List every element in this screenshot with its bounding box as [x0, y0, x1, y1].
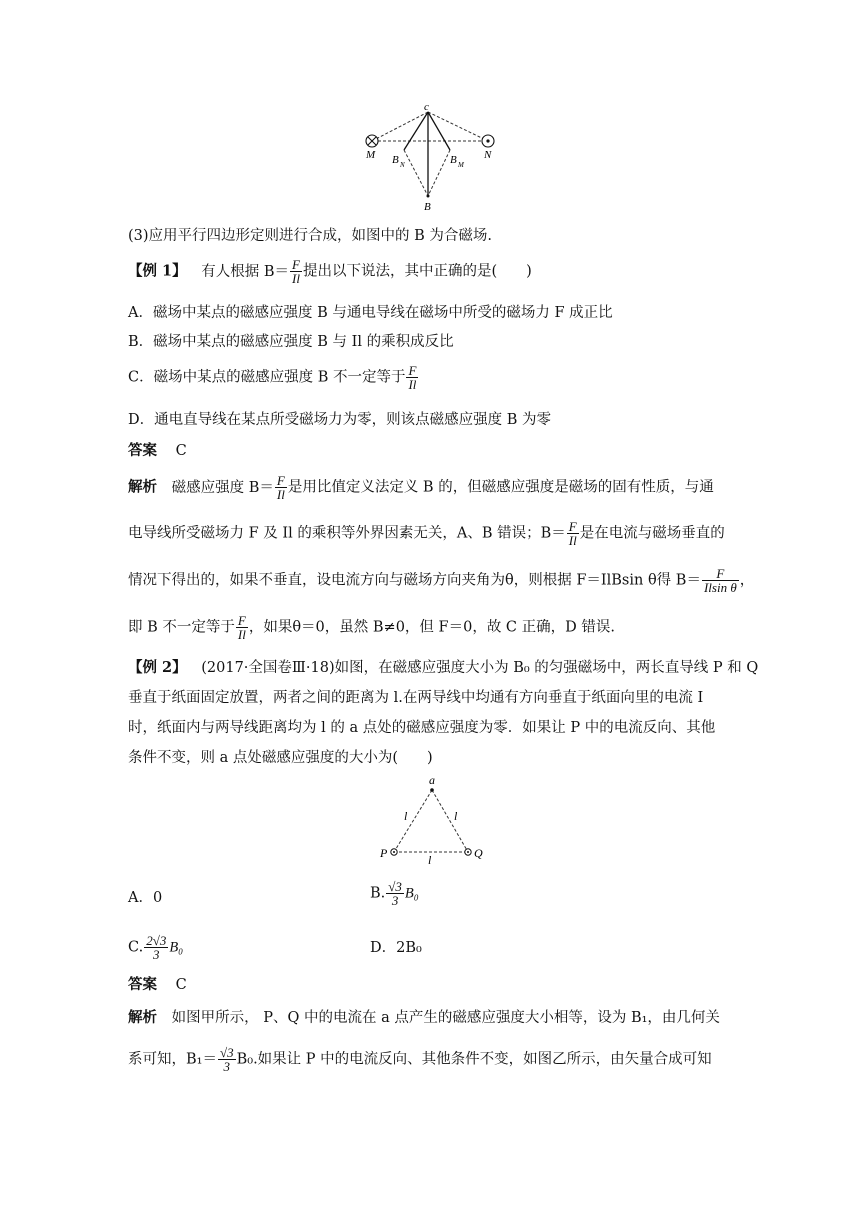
explanation-text: 磁感应强度 B＝ — [171, 479, 274, 496]
explanation-text: ，如果θ＝0，虽然 B≠0，但 F＝0，故 C 正确，D 错误. — [248, 619, 615, 636]
answer-label: 答案 — [128, 976, 157, 993]
fraction-f-il: $\frac{F}{Il}$ — [568, 519, 577, 548]
fraction-f-ilsin: $\frac{F}{\text{Ilsin θ}}$ — [703, 566, 737, 595]
example-2-answer — [128, 975, 187, 995]
fraction-sqrt3-over-3: $\frac{√3}{3}$ — [388, 879, 402, 908]
label-a: a — [429, 773, 435, 787]
example-1-question — [128, 258, 532, 285]
explanation-text: 是在电流与磁场垂直的 — [579, 525, 725, 542]
magnetic-field-vector-diagram — [360, 102, 510, 214]
label-p: P — [380, 846, 388, 860]
explanation-label: 解析 — [128, 478, 157, 496]
example-2-tag: 【例 2】 — [128, 659, 187, 676]
example-1-option-b: B．磁场中某点的磁感应强度 B 与 Il 的乘积成反比 — [128, 334, 454, 350]
example-1-question-pre: 有人根据 B＝ — [201, 263, 290, 280]
example-1-question-post: 提出以下说法，其中正确的是( ) — [302, 263, 532, 280]
example-2-option-d: D．2B₀ — [370, 940, 422, 956]
label-bn-sub: N — [400, 161, 405, 169]
explanation-text: 电导线所受磁场力 F 及 Il 的乘积等外界因素无关，A、B 错误；B＝ — [128, 525, 566, 542]
label-l-left: l — [404, 809, 408, 823]
option-c-unit: B₀ — [169, 939, 184, 956]
example-1-explanation-line-3 — [128, 567, 754, 594]
example-1-explanation-line-2 — [128, 520, 725, 547]
explanation-text: B₀.如果让 P 中的电流反向、其他条件不变，如图乙所示，由矢量合成可知 — [236, 1051, 712, 1068]
option-b-unit: B₀ — [404, 885, 419, 902]
example-2-question-line-2: 垂直于纸面固定放置，两者之间的距离为 l.在两导线中均通有方向垂直于纸面向里的电流 I — [128, 690, 704, 706]
example-2-question-line-1 — [128, 658, 758, 678]
label-l-right: l — [454, 809, 458, 823]
label-q: Q — [474, 846, 483, 860]
label-b: B — [424, 201, 431, 213]
paragraph-3: (3)应用平行四边形定则进行合成，如图中的 B 为合磁场. — [128, 228, 493, 244]
label-m: M — [366, 149, 376, 161]
explanation-text: 是用比值定义法定义 B 的，但磁感应强度是磁场的固有性质，与通 — [287, 479, 714, 496]
option-c-label: C. — [128, 939, 144, 956]
fraction-f-il: $\frac{F}{Il}$ — [408, 363, 417, 392]
triangle-diagram — [372, 772, 492, 868]
option-c-text: C．磁场中某点的磁感应强度 B 不一定等于 — [128, 369, 406, 386]
example-1-option-d: D．通电直导线在某点所受磁场力为零，则该点磁感应强度 B 为零 — [128, 412, 551, 428]
example-1-option-a: A．磁场中某点的磁感应强度 B 与通电导线在磁场中所受的磁场力 F 成正比 — [128, 305, 613, 321]
explanation-text: 如图甲所示， P、Q 中的电流在 a 点产生的磁感应强度大小相等，设为 B₁，由几何关 — [171, 1010, 720, 1026]
answer-label: 答案 — [128, 442, 157, 459]
label-bn: B — [392, 154, 399, 166]
label-c: c — [424, 102, 429, 113]
example-2-option-c — [128, 934, 183, 961]
answer-value: C — [175, 443, 187, 459]
label-l-bottom: l — [428, 853, 432, 867]
example-1-answer — [128, 441, 187, 461]
explanation-text: ， — [739, 572, 755, 589]
explanation-text: 即 B 不一定等于 — [128, 619, 235, 636]
label-bm-sub: M — [458, 161, 464, 169]
example-2-explanation-line-2 — [128, 1046, 712, 1073]
label-bm: B — [450, 154, 457, 166]
example-1-explanation-line-1 — [128, 474, 714, 501]
example-2-option-a: A．0 — [128, 890, 163, 906]
example-1-tag: 【例 1】 — [128, 262, 187, 280]
option-b-label: B. — [370, 885, 386, 902]
fraction-f-il: $\frac{F}{Il}$ — [237, 613, 246, 642]
example-1-option-c — [128, 364, 419, 391]
explanation-text: 情况下得出的，如果不垂直，设电流方向与磁场方向夹角为θ，则根据 F＝IlBsin θ得 B＝ — [128, 572, 701, 589]
example-1-explanation-line-4 — [128, 614, 615, 641]
fraction-f-il: $\frac{F}{Il}$ — [276, 473, 285, 502]
label-n: N — [484, 149, 492, 161]
example-2-question-line-4: 条件不变，则 a 点处磁感应强度的大小为( ) — [128, 750, 433, 766]
fraction-sqrt3-over-3: $\frac{√3}{3}$ — [219, 1045, 234, 1074]
fraction-f-il: $\frac{F}{Il}$ — [292, 257, 300, 286]
explanation-label: 解析 — [128, 1009, 157, 1026]
example-2-option-b — [370, 880, 419, 907]
example-2-explanation-line-1 — [128, 1008, 720, 1028]
explanation-text: 系可知，B₁＝ — [128, 1051, 217, 1068]
example-2-question-line-3: 时，纸面内与两导线距离均为 l 的 a 点处的磁感应强度为零．如果让 P 中的电流反向、其他 — [128, 720, 716, 736]
fraction-2sqrt3-over-3: $\frac{2√3}{3}$ — [146, 933, 167, 962]
answer-value: C — [175, 977, 187, 993]
question-text: (2017·全国卷Ⅲ·18)如图，在磁感应强度大小为 B₀ 的匀强磁场中，两长直导线 P 和 Q — [201, 660, 759, 676]
